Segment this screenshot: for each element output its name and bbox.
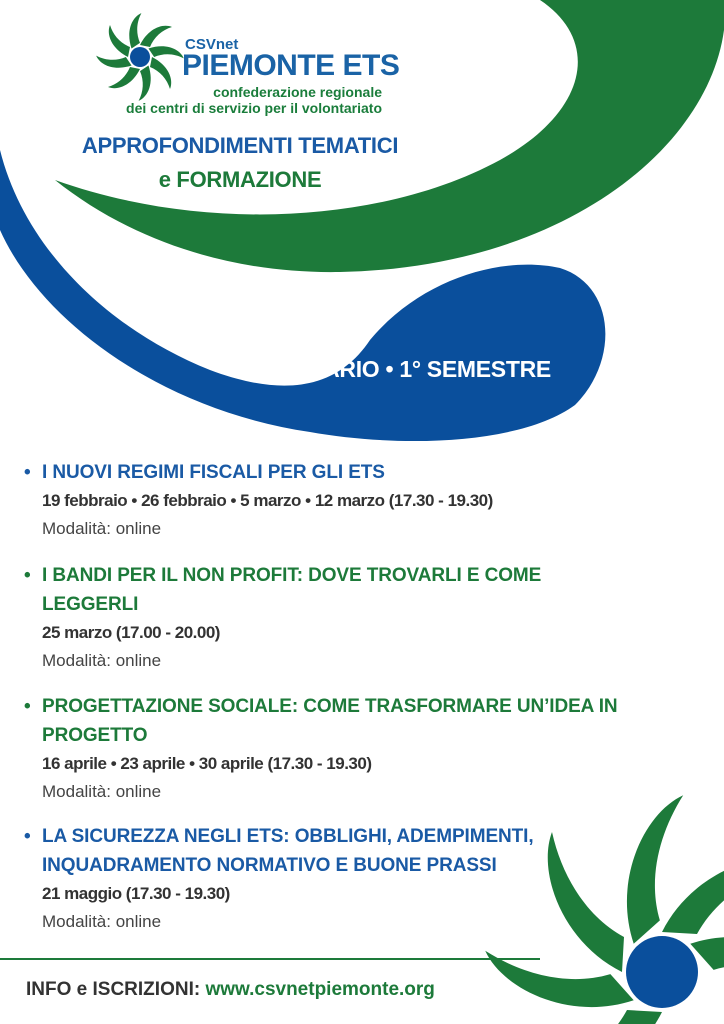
event-title: • PROGETTAZIONE SOCIALE: COME TRASFORMARE UN’IDEA IN PROGETTO	[24, 692, 704, 750]
event-dates: 21 maggio (17.30 - 19.30)	[42, 884, 230, 903]
bullet-icon: •	[24, 565, 31, 586]
event-item-fiscal-regimes	[24, 458, 704, 539]
event-mode: Modalità: online	[42, 912, 162, 931]
event-mode: Modalità: online	[42, 519, 162, 538]
csv-swirl-logo-icon	[95, 12, 184, 101]
event-dates: 19 febbraio • 26 febbraio • 5 marzo • 12 marzo (17.30 - 19.30)	[42, 491, 493, 510]
logo-name: PIEMONTE ETS	[182, 49, 400, 82]
bullet-icon: •	[24, 696, 31, 717]
footer-divider	[0, 958, 540, 960]
footer-label: INFO e ISCRIZIONI:	[26, 979, 201, 1000]
event-item-bandi	[24, 561, 704, 671]
footer-url-link[interactable]: www.csvnetpiemonte.org	[205, 979, 435, 1000]
event-title: • I NUOVI REGIMI FISCALI PER GLI ETS	[24, 458, 704, 487]
logo-tagline-1: confederazione regionale	[213, 84, 382, 100]
bullet-icon: •	[24, 462, 31, 483]
bullet-icon: •	[24, 826, 31, 847]
event-mode: Modalità: online	[42, 651, 162, 670]
page-title-line-2: e FORMAZIONE	[158, 167, 322, 192]
event-item-progettazione	[24, 692, 704, 802]
logo-csvnet: CSVnet	[185, 36, 239, 53]
event-item-sicurezza	[24, 822, 704, 932]
event-dates: 16 aprile • 23 aprile • 30 aprile (17.30 - 19.30)	[42, 754, 372, 773]
calendar-heading: CALENDARIO • 1° SEMESTRE	[229, 356, 551, 382]
logo-tagline-2: dei centri di servizio per il volontariato	[126, 100, 382, 116]
event-title: • I BANDI PER IL NON PROFIT: DOVE TROVARLI E COME LEGGERLI	[24, 561, 704, 619]
footer-info	[26, 979, 435, 1001]
page-title-line-1: APPROFONDIMENTI TEMATICI	[81, 133, 399, 158]
event-mode: Modalità: online	[42, 782, 162, 801]
event-dates: 25 marzo (17.00 - 20.00)	[42, 623, 220, 642]
event-title: • LA SICUREZZA NEGLI ETS: OBBLIGHI, ADEMPIMENTI, INQUADRAMENTO NORMATIVO E BUONE PRASSI	[24, 822, 704, 880]
